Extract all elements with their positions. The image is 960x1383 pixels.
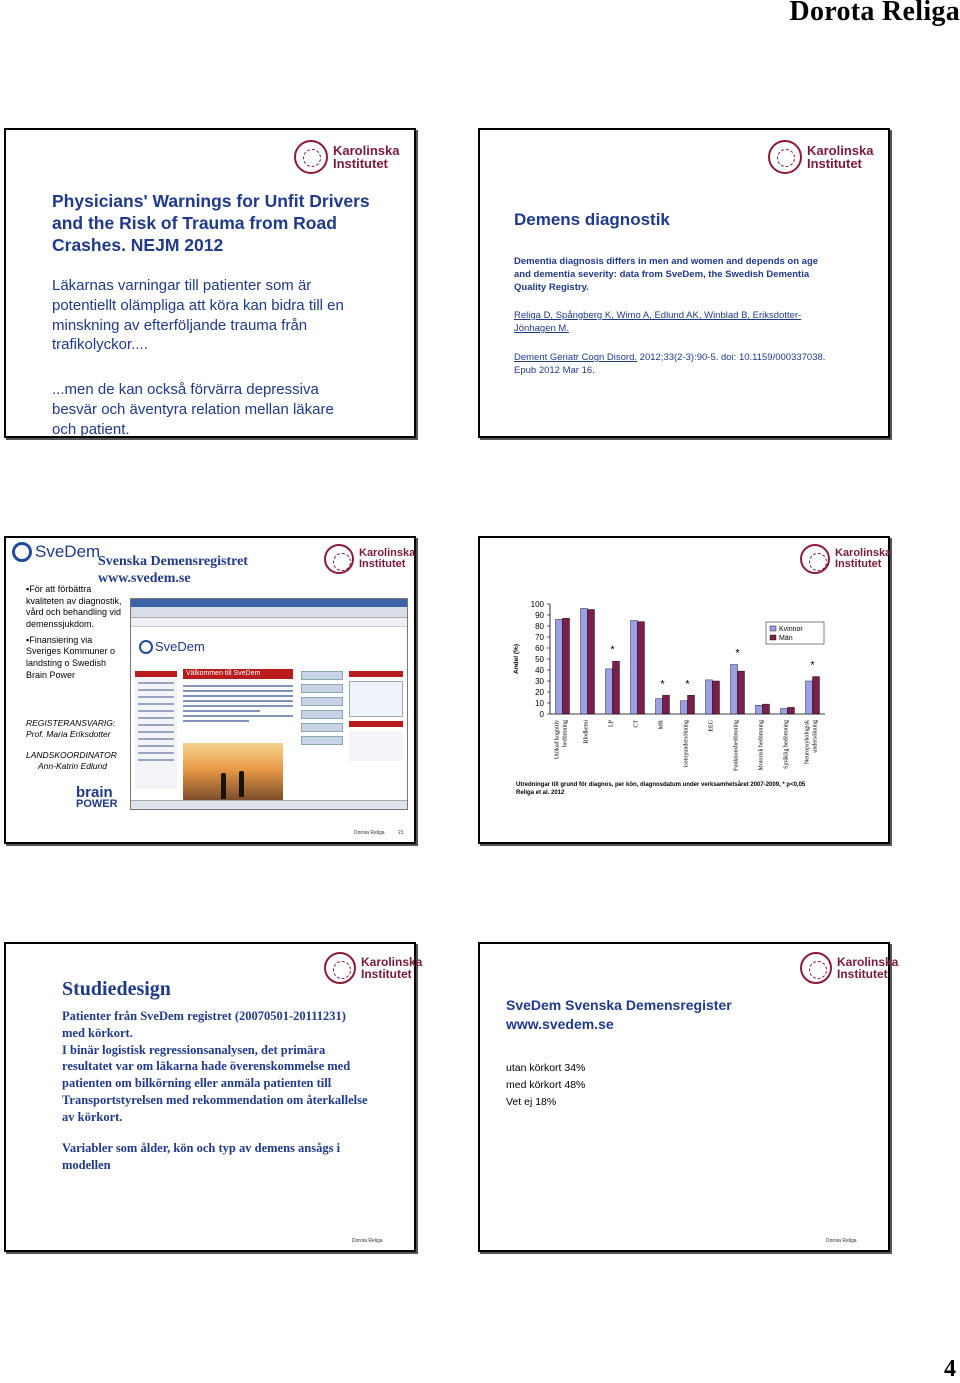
karolinska-logo-line1: Karolinska (333, 143, 400, 158)
bar-kvinnor (556, 619, 563, 714)
bar-kvinnor (706, 680, 713, 714)
bullet-item: ▪För att förbättra kvaliteten av diagnostik, vård och behandling vid demenssjukdom. (26, 584, 122, 630)
journal-citation: 2012;33(2-3):90-5. doi: 10.1159/000337038. (637, 352, 826, 363)
website-welcome-heading: Välkommen till SveDem (183, 669, 293, 679)
body-line: Transportstyrelsen med rekommendation om återkallelse (62, 1092, 368, 1107)
title-url[interactable]: www.svedem.se (506, 1015, 614, 1032)
karolinska-logo (294, 140, 399, 174)
svedem-website-screenshot (130, 598, 408, 810)
x-tick-label: MR (658, 720, 665, 730)
website-svedem-logo (139, 639, 205, 654)
slide-title (52, 190, 370, 257)
karolinska-logo-line1: Karolinska (361, 955, 423, 969)
slide-studiedesign (4, 942, 423, 1252)
y-tick-label: 60 (535, 644, 544, 653)
bar-kvinnor (731, 665, 738, 715)
bar-man (638, 622, 645, 714)
body-line: Läkarnas varningar till patienter som är (52, 277, 312, 294)
brain-power-line1: brain (76, 784, 113, 801)
authors-line[interactable]: Jönhagen M. (514, 322, 569, 334)
karolinska-logo-line1: Karolinska (359, 547, 416, 559)
brain-power-line2: POWER (76, 797, 118, 810)
browser-addressbar (131, 607, 407, 618)
y-tick-label: 10 (535, 699, 544, 708)
title-line: and the Risk of Trauma from Road (52, 213, 337, 234)
bar-man (713, 681, 720, 714)
caption-line: Utredningar till grund för diagnos, per kön, diagnosdatum under verksamhetsåret 2007-2009, * p<0,05 (516, 782, 806, 788)
x-tick-label: Utökad kognitiv bedömning (554, 720, 569, 760)
website-buttons (301, 671, 343, 749)
body-line: Variabler som ålder, kön och typ av demens ansågs i (62, 1141, 341, 1155)
title-line: SveDem Svenska Demensregister (506, 997, 732, 1013)
karolinska-logo-line2: Institutet (835, 558, 882, 570)
body-line: av körkort. (62, 1109, 123, 1124)
y-tick-label: 0 (539, 710, 544, 719)
karolinska-logo-line1: Karolinska (835, 547, 892, 559)
karolinska-logo (768, 140, 873, 174)
caption-line: Religa et al. 2012 (516, 789, 565, 796)
body-line: patienten om bilkörning eller anmäla patienten till (62, 1076, 332, 1090)
y-tick-label: 90 (535, 611, 544, 620)
bar-man (813, 677, 820, 714)
karolinska-logo-line1: Karolinska (837, 955, 899, 969)
bar-man (663, 695, 670, 714)
body-line: I binär logistisk regressionsanalysen, det primära (62, 1042, 326, 1057)
karolinska-logo-line1: Karolinska (807, 143, 874, 158)
website-right-column (349, 671, 403, 791)
body-line: med körkort. (62, 1025, 133, 1040)
karolinska-logo (324, 952, 422, 984)
body-line: trafikolyckor.... (52, 336, 148, 354)
legend-label: Kvinnor (779, 626, 803, 633)
browser-titlebar (131, 599, 407, 607)
karolinska-logo (324, 544, 415, 574)
footer-text: Dorota Religa (352, 1238, 383, 1244)
bar-man (613, 661, 620, 714)
license-stats (506, 1060, 585, 1110)
article-authors-link[interactable] (514, 310, 854, 336)
bar-kvinnor (581, 608, 588, 714)
body-line: besvär och äventyra relation mellan läkare (52, 400, 334, 418)
authors-line[interactable]: Religa D, Spångberg K, Wimo A, Edlund AK, Winblad B, Eriksdotter- (514, 310, 802, 321)
page-number: 4 (944, 1356, 956, 1382)
bullet-item: ▪Finansiering via Sveriges Kommuner o landsting o Swedish Brain Power (26, 634, 116, 680)
bar-man (788, 707, 795, 714)
significance-star: * (660, 678, 665, 691)
bar-man (688, 695, 695, 714)
responsible-name: Prof. Maria Eriksdotter (26, 729, 111, 740)
slide-demens-diagnostik (478, 128, 890, 438)
karolinska-logo-line2: Institutet (333, 156, 388, 171)
significance-star: * (685, 678, 690, 691)
x-tick-label: Språklig bedömning (783, 720, 790, 769)
slide-title (506, 996, 732, 1034)
bar-man (588, 610, 595, 715)
article-journal (514, 352, 864, 378)
slide-svedem-results (478, 942, 899, 1252)
x-tick-label: Blodkemi (583, 720, 590, 744)
body-line: minskning av efterföljande trauma från (52, 316, 308, 334)
slide-title: Studiedesign (62, 978, 171, 1000)
coordinator-name: Ann-Katrin Edlund (38, 761, 107, 772)
article-title-line: Dementia diagnosis differs in men and women and depends on age (514, 256, 819, 267)
footer-left: Dorota Religa (354, 830, 385, 836)
karolinska-logo-line2: Institutet (361, 967, 412, 981)
x-tick-label: Neuropsykologisk undersökning (804, 720, 819, 764)
bar-kvinnor (631, 621, 638, 715)
y-tick-label: 70 (535, 633, 544, 642)
y-tick-label: 20 (535, 688, 544, 697)
journal-epub: Epub 2012 Mar 16. (514, 364, 595, 376)
legend-label: Män (779, 635, 793, 642)
bar-man (563, 618, 570, 714)
karolinska-seal-icon (768, 140, 802, 174)
legend-swatch (770, 626, 776, 631)
slide-physicians-warnings (4, 128, 416, 438)
footer-number: 21 (398, 830, 404, 836)
y-tick-label: 80 (535, 622, 544, 631)
body-line: potentiellt olämpliga att köra kan bidra till en (52, 296, 344, 314)
x-tick-label: EEG (708, 720, 715, 732)
article-title-line: Quality Registry. (514, 281, 589, 293)
bar-man (763, 704, 770, 714)
brain-power-logo (76, 786, 118, 809)
slide-title: Demens diagnostik (514, 210, 670, 229)
karolinska-logo-line2: Institutet (807, 156, 862, 171)
slide-svedem-registry (4, 536, 416, 844)
karolinska-logo-line2: Institutet (837, 967, 888, 981)
article-title-line: and dementia severity: data from SveDem, the Swedish Dementia (514, 268, 810, 280)
bar-kvinnor (756, 705, 763, 714)
significance-star: * (810, 659, 815, 672)
slide-body-continued (52, 380, 392, 439)
body-line: Patienter från SveDem registret (20070501-20111231) (62, 1009, 346, 1023)
registry-title (98, 554, 248, 588)
bar-kvinnor (656, 699, 663, 714)
responsible-label: REGISTERANSVARIG: (26, 718, 116, 728)
karolinska-seal-icon (324, 952, 356, 984)
x-tick-label: Isotopundersökning (683, 720, 690, 768)
stat-line: Vet ej 18% (506, 1095, 557, 1108)
registry-url[interactable]: www.svedem.se (98, 570, 191, 586)
bar-kvinnor (781, 709, 788, 715)
page-header-name: Dorota Religa (789, 0, 960, 27)
y-tick-label: 40 (535, 666, 544, 675)
karolinska-logo-line2: Institutet (359, 558, 406, 570)
browser-toolbar (131, 618, 407, 627)
website-sidebar (135, 671, 177, 789)
bar-kvinnor (606, 669, 613, 714)
x-tick-label: Motorisk bedömning (758, 720, 765, 771)
significance-star: * (610, 644, 615, 657)
registry-responsible (26, 718, 115, 740)
y-tick-label: 100 (530, 600, 544, 609)
svedem-ring-icon (12, 542, 32, 562)
karolinska-seal-icon (294, 140, 328, 174)
karolinska-seal-icon (800, 952, 832, 984)
stat-line: utan körkort 34% (506, 1062, 586, 1074)
bar-kvinnor (681, 701, 688, 714)
article-title (514, 256, 854, 294)
y-tick-label: 50 (535, 655, 544, 664)
website-photo (183, 743, 283, 801)
karolinska-seal-icon (324, 544, 354, 574)
bar-kvinnor (806, 681, 813, 714)
svedem-logo (12, 542, 100, 562)
svedem-ring-icon (139, 640, 153, 654)
registry-coordinator (26, 750, 117, 772)
body-line: resultatet var om läkarna hade överenskommelse med (62, 1059, 351, 1074)
bar-man (738, 671, 745, 714)
journal-link[interactable]: Dement Geriatr Cogn Disord. (514, 352, 638, 363)
website-logo-text: SveDem (155, 639, 205, 654)
website-text (183, 685, 293, 725)
x-tick-label: LP (608, 720, 615, 728)
registry-bullets (26, 584, 128, 682)
body-line: och patient. (52, 420, 130, 438)
title-line: Crashes. NEJM 2012 (52, 235, 224, 256)
browser-statusbar (131, 800, 407, 809)
svedem-logo-text: SveDem (35, 542, 101, 561)
significance-star: * (735, 647, 740, 660)
legend-swatch (770, 635, 776, 640)
stat-line: med körkort 48% (506, 1078, 586, 1091)
registry-title-line: Svenska Demensregistret (98, 554, 248, 569)
coordinator-label: LANDSKOORDINATOR (26, 750, 117, 760)
body-line: modellen (62, 1157, 111, 1172)
chart-caption (516, 782, 805, 797)
slide-body (62, 1008, 408, 1125)
footer-text: Dorota Religa (826, 1238, 857, 1244)
title-line: Physicians' Warnings for Unfit Drivers (52, 191, 370, 211)
karolinska-logo (800, 952, 898, 984)
x-tick-label: CT (633, 720, 640, 728)
slide-body-continued (62, 1140, 392, 1174)
y-tick-label: 30 (535, 677, 544, 686)
x-tick-label: Funktionsbedömning (733, 720, 740, 772)
slide-body (52, 276, 402, 355)
y-axis-label: Andel (%) (513, 644, 520, 674)
body-line: ...men de kan också förvärra depressiva (52, 381, 319, 398)
slide-investigation-chart (478, 536, 890, 844)
